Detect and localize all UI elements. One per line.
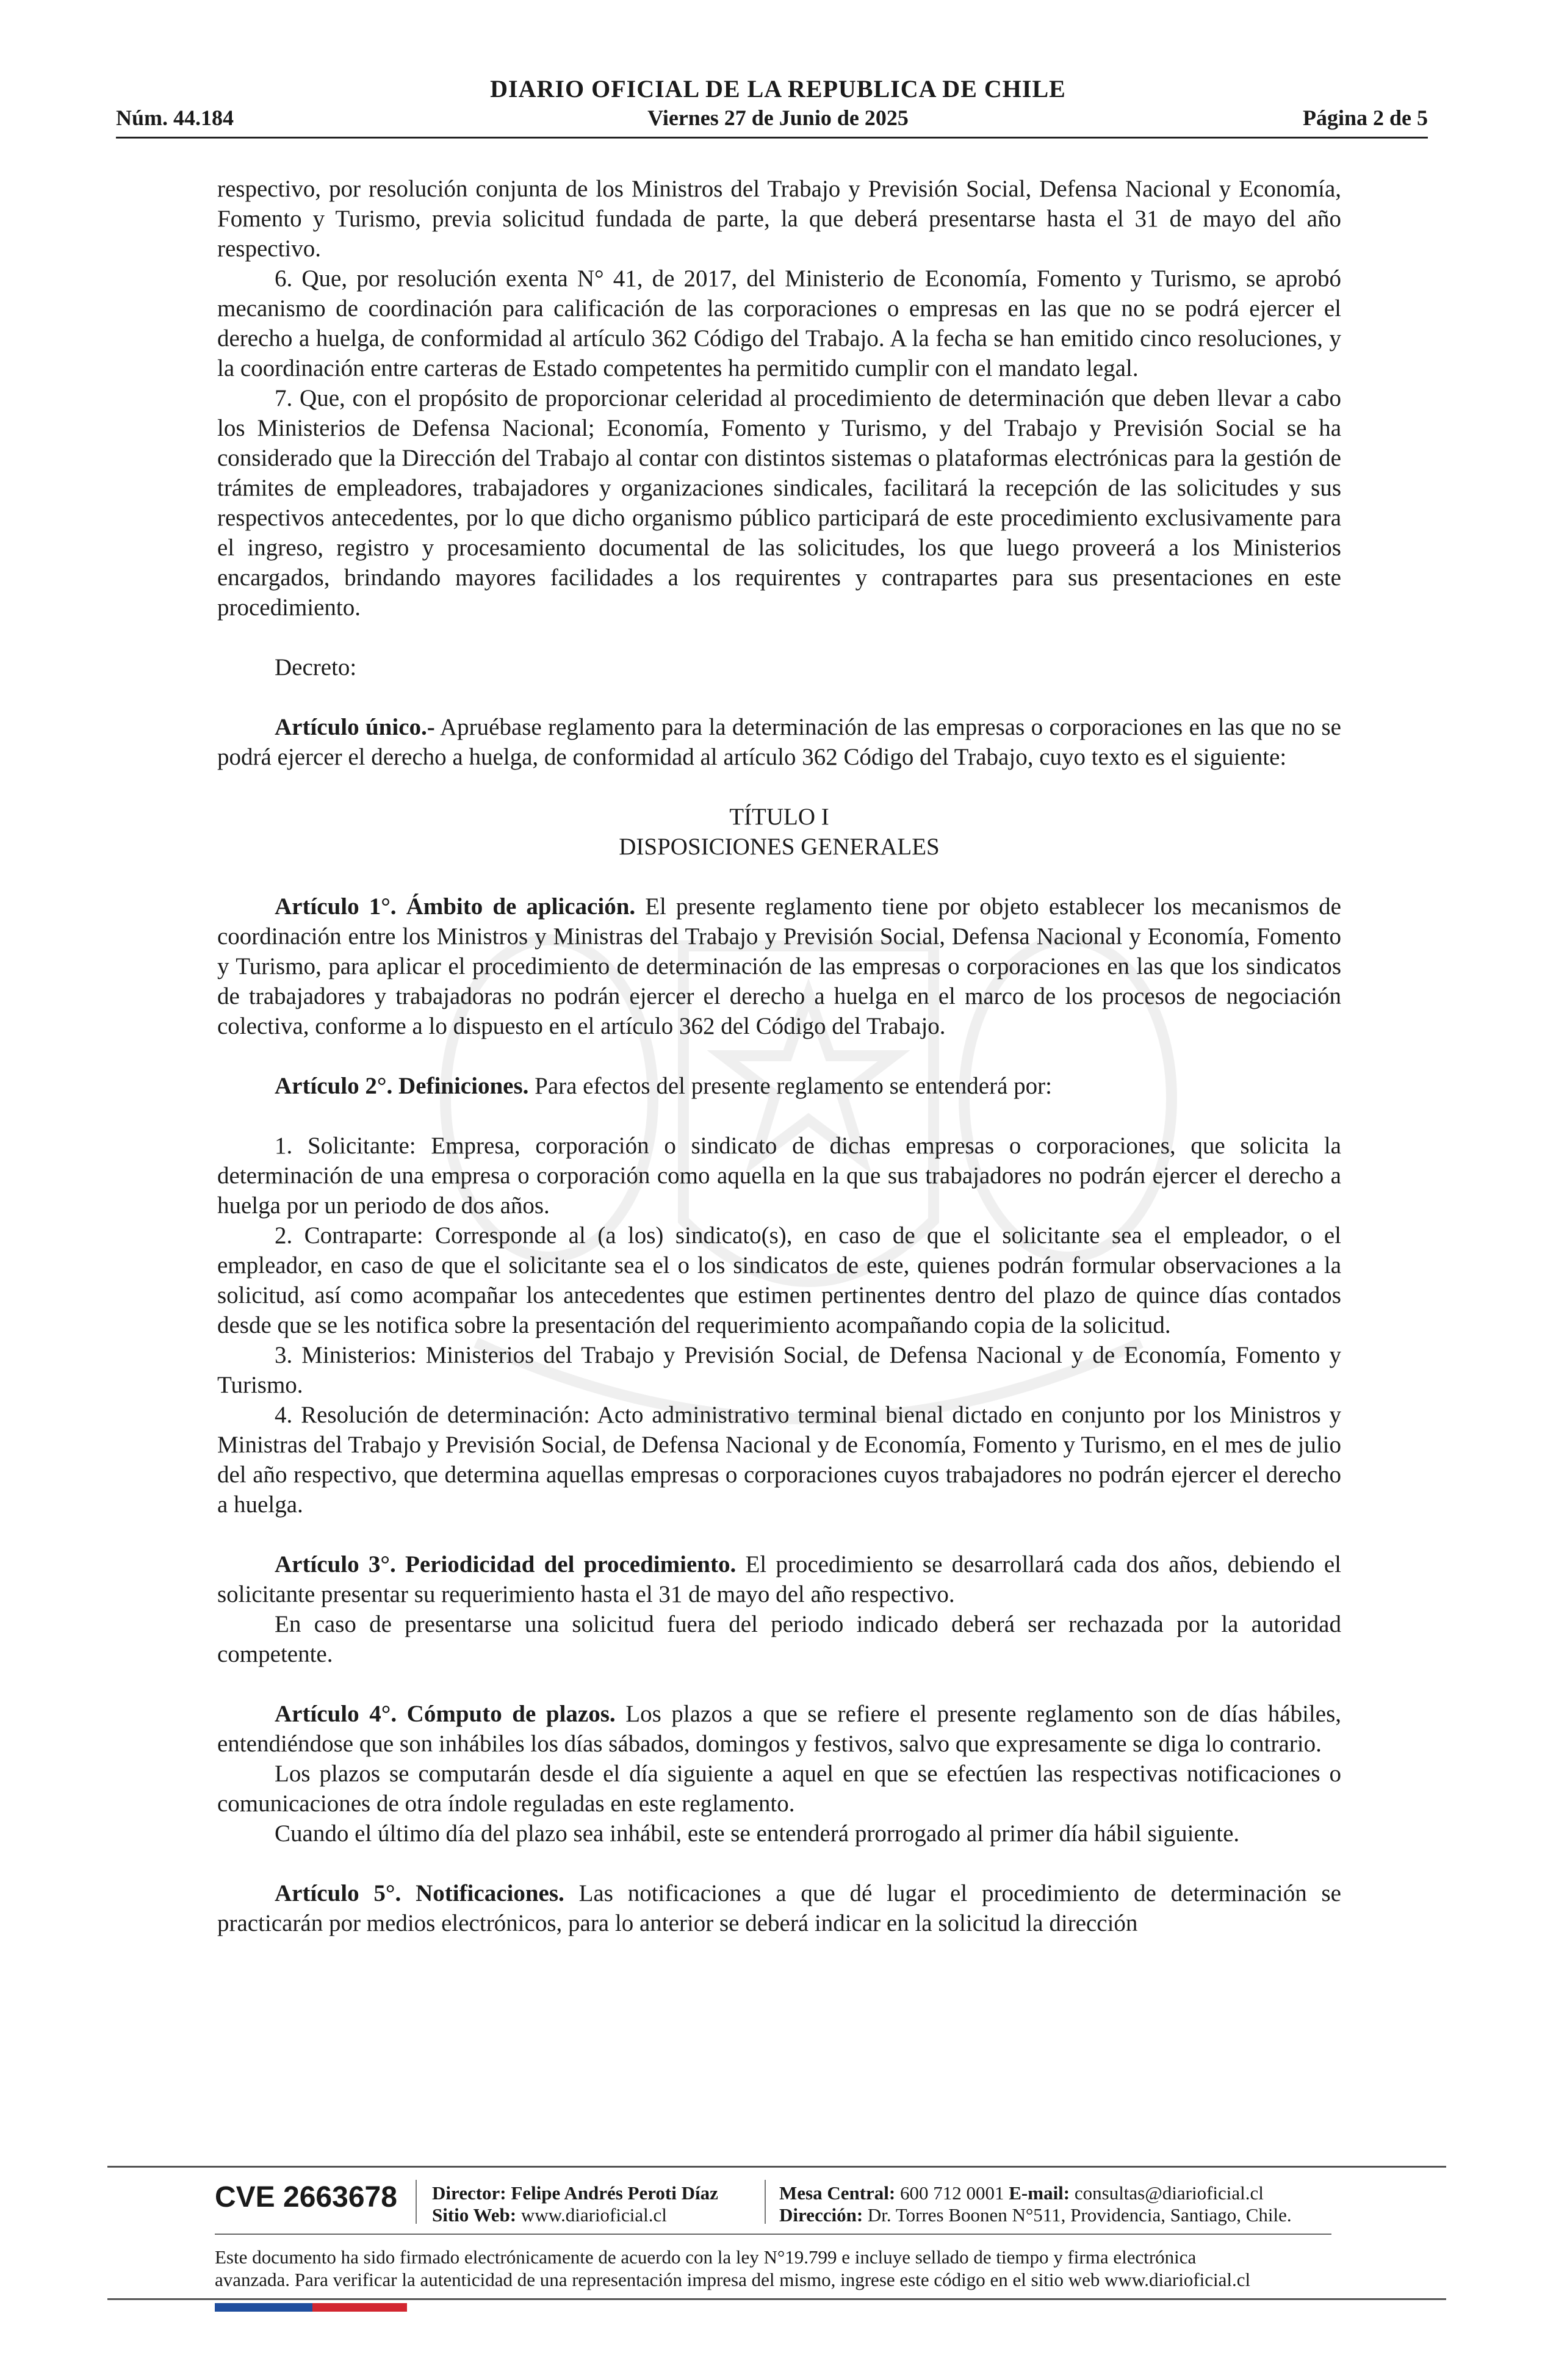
articulo-5-text: Las notificaciones a que dé lugar el procedimiento de determinación se practicarán por medios electrónicos, para lo anterior se deberá indicar en la solicitud la dirección <box>217 1880 1341 1936</box>
titulo-heading: TÍTULO I <box>729 804 829 830</box>
articulo-3-paragraph-2: En caso de presentarse una solicitud fuera del periodo indicado deberá ser rechazada por la autoridad competente. <box>217 1611 1341 1667</box>
articulo-3-text: El procedimiento se desarrollará cada dos años, debiendo el solicitante presentar su requerimiento hasta el 31 de mayo del año respectivo. <box>217 1551 1341 1607</box>
address-value: Dr. Torres Boonen N°511, Providencia, Santiago, Chile. <box>863 2204 1292 2226</box>
email-link[interactable]: consultas@diarioficial.cl <box>1070 2182 1264 2204</box>
articulo-3 <box>217 1549 1341 1609</box>
page-indicator: Página 2 de 5 <box>1302 106 1428 130</box>
address-label: Dirección: <box>779 2204 863 2226</box>
footer-divider-middle <box>215 2234 1331 2235</box>
phone-label: Mesa Central: <box>779 2182 896 2204</box>
articulo-4-paragraph-3: Cuando el último día del plazo sea inhábil, este se entenderá prorrogado al primer día hábil siguiente. <box>275 1820 1240 1847</box>
definition-4: 4. Resolución de determinación: Acto administrativo terminal bienal dictado en conjunto por los Ministros y Ministras del Trabajo y Previsión Social, de Defensa Nacional y de Economía, Fomento y Turismo, en el mes de julio del año respectivo, que determina aquellas empresas o corporaciones cuyos trabajadores no podrán ejercer el derecho a huelga. <box>217 1402 1341 1518</box>
articulo-5 <box>217 1878 1341 1938</box>
articulo-1-heading: Artículo 1°. Ámbito de aplicación. <box>275 893 636 920</box>
articulo-unico-heading: Artículo único.- <box>275 714 435 740</box>
website-label: Sitio Web: <box>432 2204 517 2226</box>
footer-divider-top <box>107 2166 1446 2168</box>
articulo-5-heading: Artículo 5°. Notificaciones. <box>275 1880 564 1906</box>
decreto-label: Decreto: <box>275 654 357 680</box>
paragraph-7: 7. Que, con el propósito de proporcionar celeridad al procedimiento de determinación que deben llevar a cabo los Ministerios de Defensa Nacional; Economía, Fomento y Turismo, y del Trabajo y Previsión Social se ha considerado que la Dirección del Trabajo al contar con distintos sistemas o plataformas electrónicas para la gestión de trámites de empleadores, trabajadores y organizaciones sindicales, facilitará la recepción de las solicitudes y sus respectivos antecedentes, por lo que dicho organismo público participará de este procedimiento exclusivamente para el ingreso, registro y procesamiento documental de las solicitudes, los que luego proveerá a los Ministerios encargados, brindando mayores facilidades a los requirentes y contrapartes para sus presentaciones en este procedimiento. <box>217 385 1341 621</box>
newspaper-title: DIARIO OFICIAL DE LA REPUBLICA DE CHILE <box>490 75 1066 103</box>
issue-date: Viernes 27 de Junio de 2025 <box>647 106 909 130</box>
director-label: Director: <box>432 2182 506 2204</box>
definition-2: 2. Contraparte: Corresponde al (a los) sindicato(s), en caso de que el solicitante sea el empleador, o el empleador, en caso de que el solicitante sea el o los sindicatos de este, quienes podrán formular observaciones a la solicitud, así como acompañar los antecedentes que estimen pertinentes dentro del plazo de quince días contados desde que se les notifica sobre la presentación del requerimiento acompañando copia de la solicitud. <box>217 1222 1341 1338</box>
articulo-4 <box>217 1699 1341 1759</box>
definition-3: 3. Ministerios: Ministerios del Trabajo y Previsión Social, de Defensa Nacional y de Economía, Fomento y Turismo. <box>217 1342 1341 1398</box>
articulo-2 <box>217 1071 1341 1101</box>
email-label: E-mail: <box>1009 2182 1070 2204</box>
footer-divider-bottom <box>107 2298 1446 2300</box>
footer-separator <box>765 2180 766 2224</box>
issue-number: Núm. 44.184 <box>116 106 234 130</box>
definition-1: 1. Solicitante: Empresa, corporación o sindicato de dichas empresas o corporaciones, que solicita la determinación de una empresa o corporación como aquella en la que sus trabajadores no podrán ejercer el derecho a huelga por un periodo de dos años. <box>217 1133 1341 1219</box>
cve-code: CVE 2663678 <box>215 2181 397 2213</box>
paragraph-intro: respectivo, por resolución conjunta de los Ministros del Trabajo y Previsión Social, Defensa Nacional y Economía, Fomento y Turismo, previa solicitud fundada de parte, la que deberá presentarse hasta el 31 de mayo del año respectivo. <box>217 176 1341 262</box>
footer-legal-notice <box>215 2246 1344 2291</box>
articulo-4-paragraph-2: Los plazos se computarán desde el día siguiente a aquel en que se efectúen las respectivas notificaciones o comunicaciones de otra índole reguladas en este reglamento. <box>217 1761 1341 1817</box>
articulo-1-text: El presente reglamento tiene por objeto establecer los mecanismos de coordinación entre los Ministros y Ministras del Trabajo y Previsión Social, Defensa Nacional y Economía, Fomento y Turismo, para aplicar el procedimiento de determinación de las empresas o corporaciones en las que los sindicatos de trabajadores y trabajadoras no podrán ejercer el derecho a huelga en el marco de los procesos de negociación colectiva, conforme a lo dispuesto en el artículo 362 del Código del Trabajo. <box>217 893 1341 1039</box>
paragraph-6: 6. Que, por resolución exenta N° 41, de 2017, del Ministerio de Economía, Fomento y Turismo, se aprobó mecanismo de coordinación para calificación de las corporaciones o empresas en las que no se podrá ejercer el derecho a huelga, de conformidad al artículo 362 Código del Trabajo. A la fecha se han emitido cinco resoluciones, y la coordinación entre carteras de Estado competentes ha permitido cumplir con el mandato legal. <box>217 265 1341 381</box>
articulo-2-text: Para efectos del presente reglamento se entenderá por: <box>528 1073 1052 1099</box>
footer-director-block <box>432 2182 718 2226</box>
articulo-4-text: Los plazos a que se refiere el presente reglamento son de días hábiles, entendiéndose que son inhábiles los días sábados, domingos y festivos, salvo que expresamente se diga lo contrario. <box>217 1701 1341 1757</box>
legal-line-1: Este documento ha sido firmado electrónicamente de acuerdo con la ley N°19.799 e incluye sellado de tiempo y firma electrónica <box>215 2246 1197 2268</box>
articulo-unico-text: Apruébase reglamento para la determinación de las empresas o corporaciones en las que no se podrá ejercer el derecho a huelga, de conformidad al artículo 362 Código del Trabajo, cuyo texto es el siguiente: <box>217 714 1341 770</box>
document-body <box>217 174 1341 1938</box>
articulo-1 <box>217 892 1341 1041</box>
articulo-2-heading: Artículo 2°. Definiciones. <box>275 1073 529 1099</box>
director-name: Felipe Andrés Peroti Díaz <box>506 2182 718 2204</box>
legal-line-2: avanzada. Para verificar la autenticidad de una representación impresa del mismo, ingrese este código en el sitio web www.diarioficial.cl <box>215 2269 1251 2290</box>
footer-separator <box>416 2180 417 2224</box>
flag-stripe-blue <box>215 2303 312 2312</box>
header-divider <box>116 137 1428 139</box>
titulo-subheading: DISPOSICIONES GENERALES <box>619 834 940 860</box>
phone-number: 600 712 0001 <box>895 2182 1009 2204</box>
articulo-4-heading: Artículo 4°. Cómputo de plazos. <box>275 1701 616 1727</box>
website-link[interactable]: www.diarioficial.cl <box>516 2204 667 2226</box>
articulo-unico <box>217 712 1341 772</box>
articulo-3-heading: Artículo 3°. Periodicidad del procedimiento. <box>275 1551 737 1578</box>
footer-contact-block <box>779 2182 1292 2226</box>
flag-stripe-red <box>312 2303 407 2312</box>
